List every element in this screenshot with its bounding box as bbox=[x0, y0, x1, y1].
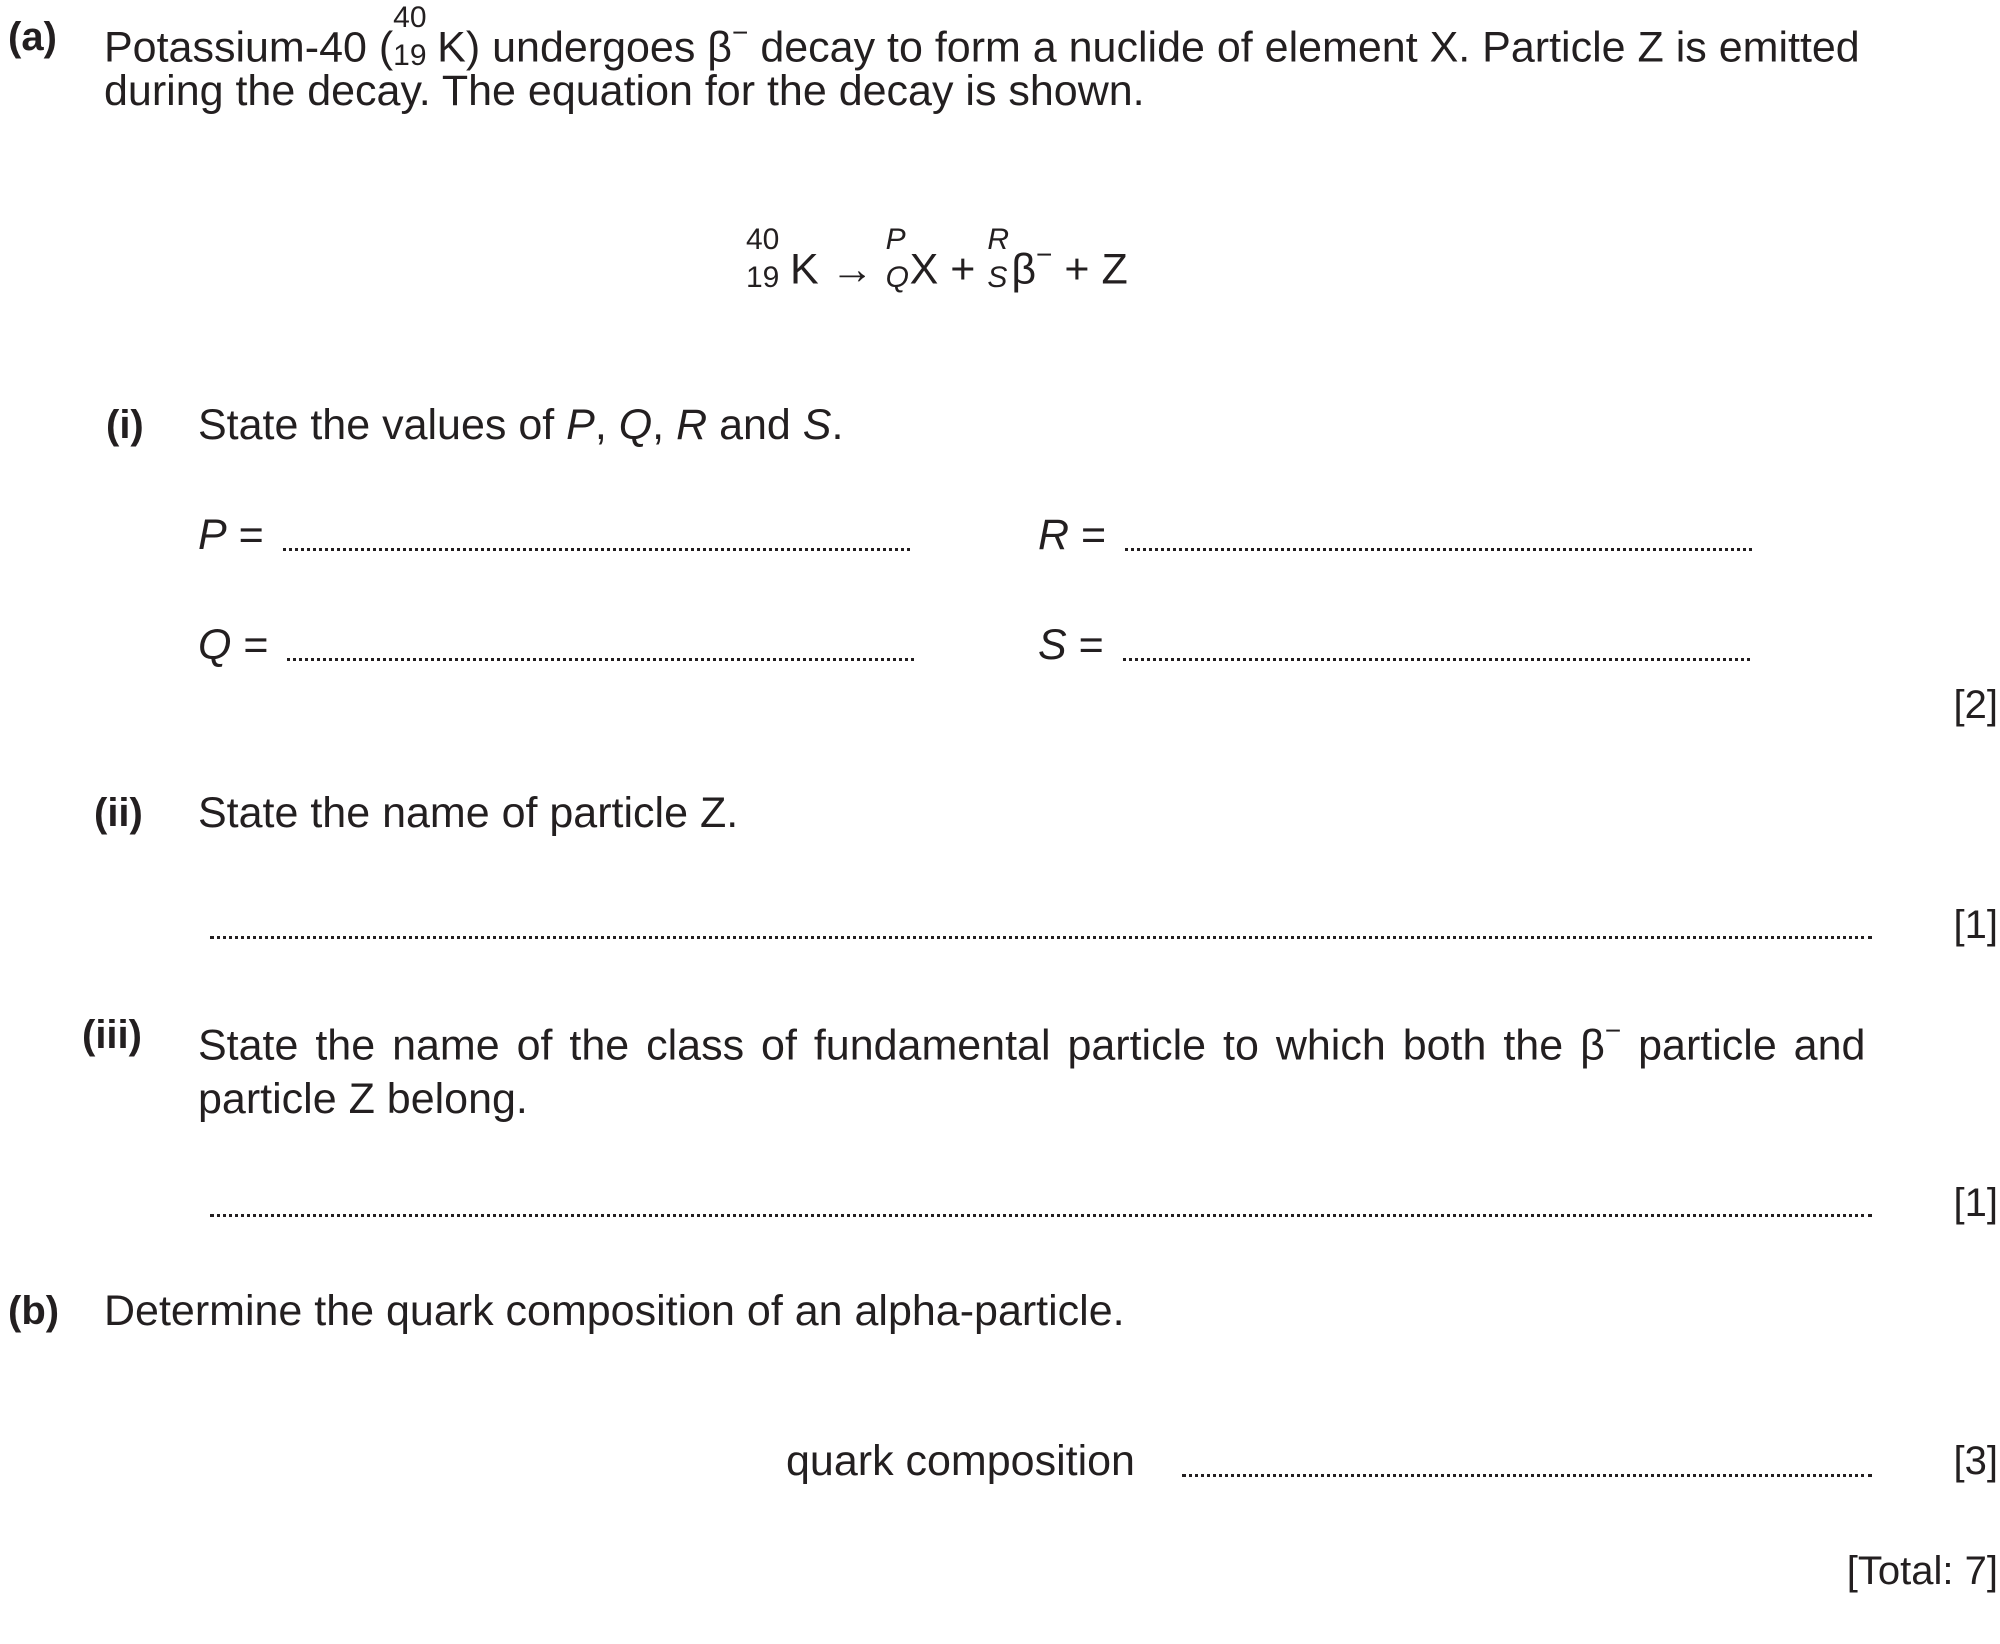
iii-answer-line[interactable] bbox=[210, 1214, 1872, 1217]
r-equals: = bbox=[1069, 511, 1107, 559]
intro-text-end: decay to form a nuclide of element X. Particle Z is emitted bbox=[748, 23, 1860, 72]
i-var-q: Q bbox=[618, 401, 653, 449]
k-atomic-number: 19 bbox=[393, 39, 427, 73]
p-answer-label bbox=[198, 508, 264, 562]
part-b-question: Determine the quark composition of an alpha-particle. bbox=[104, 1287, 1125, 1335]
iii-question-line2: particle Z belong. bbox=[198, 1075, 528, 1124]
part-a-iii-label: (iii) bbox=[82, 1013, 142, 1057]
decay-equation bbox=[746, 223, 1128, 296]
q-label: Q bbox=[198, 621, 232, 669]
potassium-nuclide-inline bbox=[393, 1, 437, 73]
s-label: S bbox=[1038, 621, 1067, 669]
p-equals: = bbox=[226, 511, 264, 559]
iii-question-line1 bbox=[198, 1008, 1996, 1072]
i-comma-1: , bbox=[594, 401, 619, 449]
part-a-iii-marks: [1] bbox=[1953, 1181, 1998, 1225]
p-label: P bbox=[198, 511, 227, 559]
part-a-i-marks: [2] bbox=[1953, 683, 1998, 727]
eq-plus-1: + bbox=[950, 245, 976, 294]
intro-text-start: Potassium-40 ( bbox=[104, 23, 394, 72]
part-a-ii-marks: [1] bbox=[1953, 903, 1998, 947]
eq-beta-symbol: β bbox=[1011, 245, 1037, 294]
eq-plus-2: + bbox=[1064, 245, 1090, 294]
quark-composition-answer-line[interactable] bbox=[1182, 1474, 1872, 1477]
eq-k-mass: 40 bbox=[746, 223, 780, 257]
p-answer-line[interactable] bbox=[283, 548, 910, 551]
quark-composition-label: quark composition bbox=[786, 1437, 1135, 1485]
part-a-i-question bbox=[198, 398, 843, 452]
intro-text-mid: ) undergoes β bbox=[465, 23, 733, 72]
iii-beta-minus: − bbox=[1604, 1015, 1622, 1046]
s-equals: = bbox=[1066, 621, 1104, 669]
i-and: and bbox=[707, 401, 803, 449]
ii-answer-line[interactable] bbox=[210, 936, 1872, 939]
q-answer-line[interactable] bbox=[287, 658, 914, 661]
iii-q-part1 bbox=[198, 1008, 1865, 1072]
eq-k-symbol: K bbox=[790, 245, 819, 294]
part-a-i-label: (i) bbox=[106, 403, 144, 447]
part-a-label: (a) bbox=[8, 15, 57, 59]
part-b-marks: [3] bbox=[1953, 1439, 1998, 1483]
k-symbol: K bbox=[437, 23, 466, 72]
s-answer-line[interactable] bbox=[1123, 658, 1750, 661]
eq-beta-nuclide bbox=[987, 223, 1011, 295]
iii-text-before: State the name of the class of fundamental particle to which both the β bbox=[198, 1021, 1605, 1070]
i-var-s: S bbox=[802, 401, 832, 449]
eq-k-nuclide bbox=[746, 223, 790, 295]
i-var-r: R bbox=[676, 401, 708, 449]
i-var-p: P bbox=[566, 401, 595, 449]
k-mass-number: 40 bbox=[393, 1, 427, 35]
eq-x-mass: P bbox=[885, 223, 906, 257]
total-marks: [Total: 7] bbox=[1846, 1549, 1998, 1593]
r-label: R bbox=[1038, 511, 1070, 559]
eq-x-symbol: X bbox=[909, 245, 939, 294]
part-a-ii-label: (ii) bbox=[94, 791, 143, 835]
beta-minus-sign: − bbox=[732, 17, 749, 48]
s-answer-label bbox=[1038, 618, 1104, 672]
r-answer-line[interactable] bbox=[1125, 548, 1752, 551]
i-comma-2: , bbox=[652, 401, 677, 449]
part-a-iii-question bbox=[198, 1008, 1996, 1126]
part-a-ii-question: State the name of particle Z. bbox=[198, 789, 739, 837]
part-b-label: (b) bbox=[8, 1289, 60, 1333]
q-answer-label bbox=[198, 618, 269, 672]
eq-beta-mass: R bbox=[987, 223, 1009, 257]
reaction-arrow: → bbox=[830, 245, 874, 294]
r-answer-label bbox=[1038, 508, 1106, 562]
eq-x-nuclide bbox=[885, 223, 910, 295]
q-equals: = bbox=[231, 621, 269, 669]
i-question-text: State the values of bbox=[198, 401, 567, 449]
i-period: . bbox=[831, 401, 844, 449]
eq-beta-charge: − bbox=[1036, 239, 1053, 270]
eq-k-atomic: 19 bbox=[746, 261, 780, 295]
part-a-intro-line2: during the decay. The equation for the decay is shown. bbox=[104, 67, 1145, 115]
eq-z-symbol: Z bbox=[1101, 245, 1128, 294]
eq-beta-atomic: S bbox=[987, 261, 1008, 295]
eq-x-atomic: Q bbox=[885, 261, 909, 295]
iii-text-after: particle and bbox=[1621, 1021, 1866, 1070]
